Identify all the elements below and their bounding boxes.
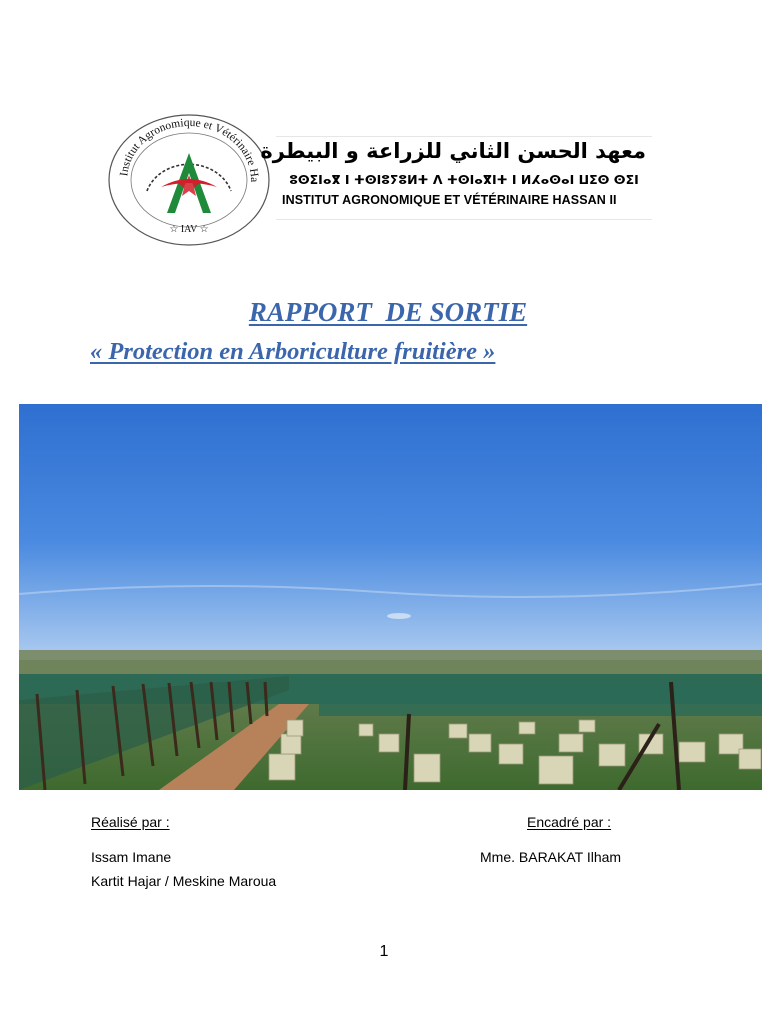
institute-header <box>260 136 652 220</box>
encadre-par-label: Encadré par : <box>527 814 612 830</box>
institute-seal-logo <box>107 113 271 247</box>
page-number: 1 <box>379 943 389 960</box>
institute-name-arabic: معهد الحسن الثاني للزراعة و البيطرة <box>260 139 646 163</box>
author-name: Issam Imane <box>91 849 172 865</box>
realise-par-label: Réalisé par : <box>91 814 170 830</box>
report-title: RAPPORT DE SORTIE <box>248 297 528 327</box>
svg-text:Institut Agronomique et Vétéri: Institut Agronomique et Vétérinaire Ha <box>118 116 261 183</box>
institute-name-tifinagh: ⵓⵙⵉⵏⴰⴳ ⵏ ⵜⵙⵏⵓⵢⵓⵍⵜ ⴷ ⵜⵙⵏⴰⴳⵏⵜ ⵏ ⵍⵃⴰⵙⴰⵏ ⵡⵉⵙ ⵙⵉⵏ <box>289 172 639 187</box>
institute-name-french: INSTITUT AGRONOMIQUE ET VÉTÉRINAIRE HASSAN II <box>282 193 617 207</box>
author-name: Kartit Hajar / Meskine Maroua <box>91 873 277 889</box>
svg-text:☆ IAV ☆: ☆ IAV ☆ <box>169 224 209 235</box>
report-subtitle: « Protection en Arboriculture fruitière » <box>90 338 496 365</box>
orchard-photo <box>19 404 762 790</box>
supervisor-name: Mme. BARAKAT Ilham <box>480 849 622 865</box>
